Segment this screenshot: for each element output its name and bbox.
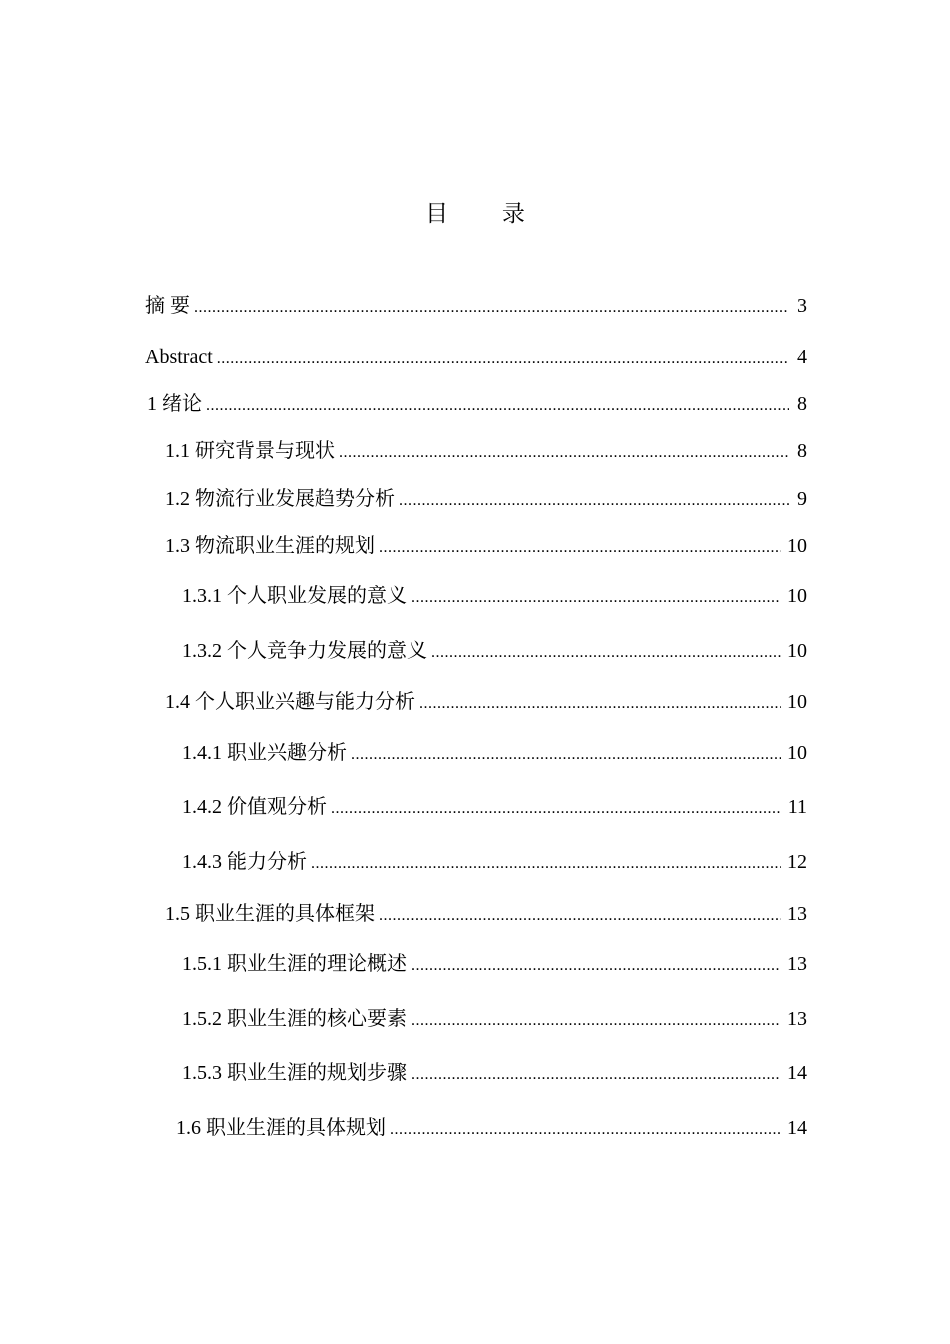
- toc-entry-chapter-1[interactable]: [147, 390, 807, 418]
- toc-entry-1-3-2[interactable]: [182, 637, 807, 665]
- toc-label: 1.6 职业生涯的具体规划: [176, 1117, 386, 1139]
- toc-entry-abstract-en[interactable]: [145, 343, 807, 371]
- toc-page-number: 10: [787, 535, 807, 557]
- toc-label: 1.3.2 个人竞争力发展的意义: [182, 640, 427, 662]
- toc-page-number: 8: [797, 393, 807, 415]
- dot-leader: [206, 392, 789, 420]
- toc-label: 1.4.2 价值观分析: [182, 796, 327, 818]
- toc-page-number: 10: [787, 742, 807, 764]
- dot-leader: [351, 741, 781, 769]
- dot-leader: [411, 1061, 781, 1089]
- toc-page-number: 13: [787, 1008, 807, 1030]
- toc-entry-1-5-1[interactable]: [182, 950, 807, 978]
- toc-page-number: 9: [797, 488, 807, 510]
- toc-entry-1-5[interactable]: [165, 900, 807, 928]
- toc-page-number: 3: [797, 295, 807, 317]
- toc-label: 摘 要: [145, 295, 190, 317]
- dot-leader: [411, 584, 781, 612]
- toc-page-number: 14: [787, 1117, 807, 1139]
- toc-entry-1-5-3[interactable]: [182, 1059, 807, 1087]
- toc-label: 1.5 职业生涯的具体框架: [165, 903, 375, 925]
- toc-entry-abstract-cn[interactable]: [145, 292, 807, 320]
- toc-label: 1.2 物流行业发展趋势分析: [165, 488, 395, 510]
- toc-label: 1.4 个人职业兴趣与能力分析: [165, 691, 415, 713]
- toc-page-number: 4: [797, 346, 807, 368]
- toc-page-number: 10: [787, 691, 807, 713]
- toc-page-number: 14: [787, 1062, 807, 1084]
- toc-entry-1-4-1[interactable]: [182, 739, 807, 767]
- toc-page-number: 10: [787, 640, 807, 662]
- toc-page-number: 13: [787, 903, 807, 925]
- dot-leader: [390, 1116, 781, 1144]
- toc-label: 1 绪论: [147, 393, 202, 415]
- dot-leader: [411, 1007, 781, 1035]
- dot-leader: [194, 294, 789, 322]
- toc-label: 1.1 研究背景与现状: [165, 440, 335, 462]
- dot-leader: [331, 795, 782, 823]
- toc-label: 1.3.1 个人职业发展的意义: [182, 585, 407, 607]
- toc-label: 1.3 物流职业生涯的规划: [165, 535, 375, 557]
- toc-entry-1-5-2[interactable]: [182, 1005, 807, 1033]
- toc-label: 1.5.3 职业生涯的规划步骤: [182, 1062, 407, 1084]
- dot-leader: [311, 850, 781, 878]
- toc-entry-1-3[interactable]: [165, 532, 807, 560]
- toc-label: 1.4.3 能力分析: [182, 851, 307, 873]
- dot-leader: [431, 639, 781, 667]
- toc-entry-1-4-3[interactable]: [182, 848, 807, 876]
- dot-leader: [217, 345, 789, 373]
- dot-leader: [339, 439, 789, 467]
- dot-leader: [379, 534, 781, 562]
- page-title: 目 录: [425, 201, 549, 226]
- dot-leader: [399, 487, 789, 515]
- toc-entry-1-6[interactable]: [176, 1114, 807, 1142]
- toc-label: 1.5.1 职业生涯的理论概述: [182, 953, 407, 975]
- toc-page-number: 13: [787, 953, 807, 975]
- toc-page-number: 8: [797, 440, 807, 462]
- toc-label: 1.4.1 职业兴趣分析: [182, 742, 347, 764]
- toc-entry-1-4[interactable]: [165, 688, 807, 716]
- toc-label: Abstract: [145, 346, 213, 368]
- dot-leader: [379, 902, 781, 930]
- toc-page-number: 11: [787, 796, 807, 818]
- toc-page-number: 12: [787, 851, 807, 873]
- toc-label: 1.5.2 职业生涯的核心要素: [182, 1008, 407, 1030]
- toc-entry-1-2[interactable]: [165, 485, 807, 513]
- toc-page-number: 10: [787, 585, 807, 607]
- dot-leader: [419, 690, 781, 718]
- dot-leader: [411, 952, 781, 980]
- toc-entry-1-4-2[interactable]: [182, 793, 807, 821]
- toc-entry-1-3-1[interactable]: [182, 582, 807, 610]
- toc-entry-1-1[interactable]: [165, 437, 807, 465]
